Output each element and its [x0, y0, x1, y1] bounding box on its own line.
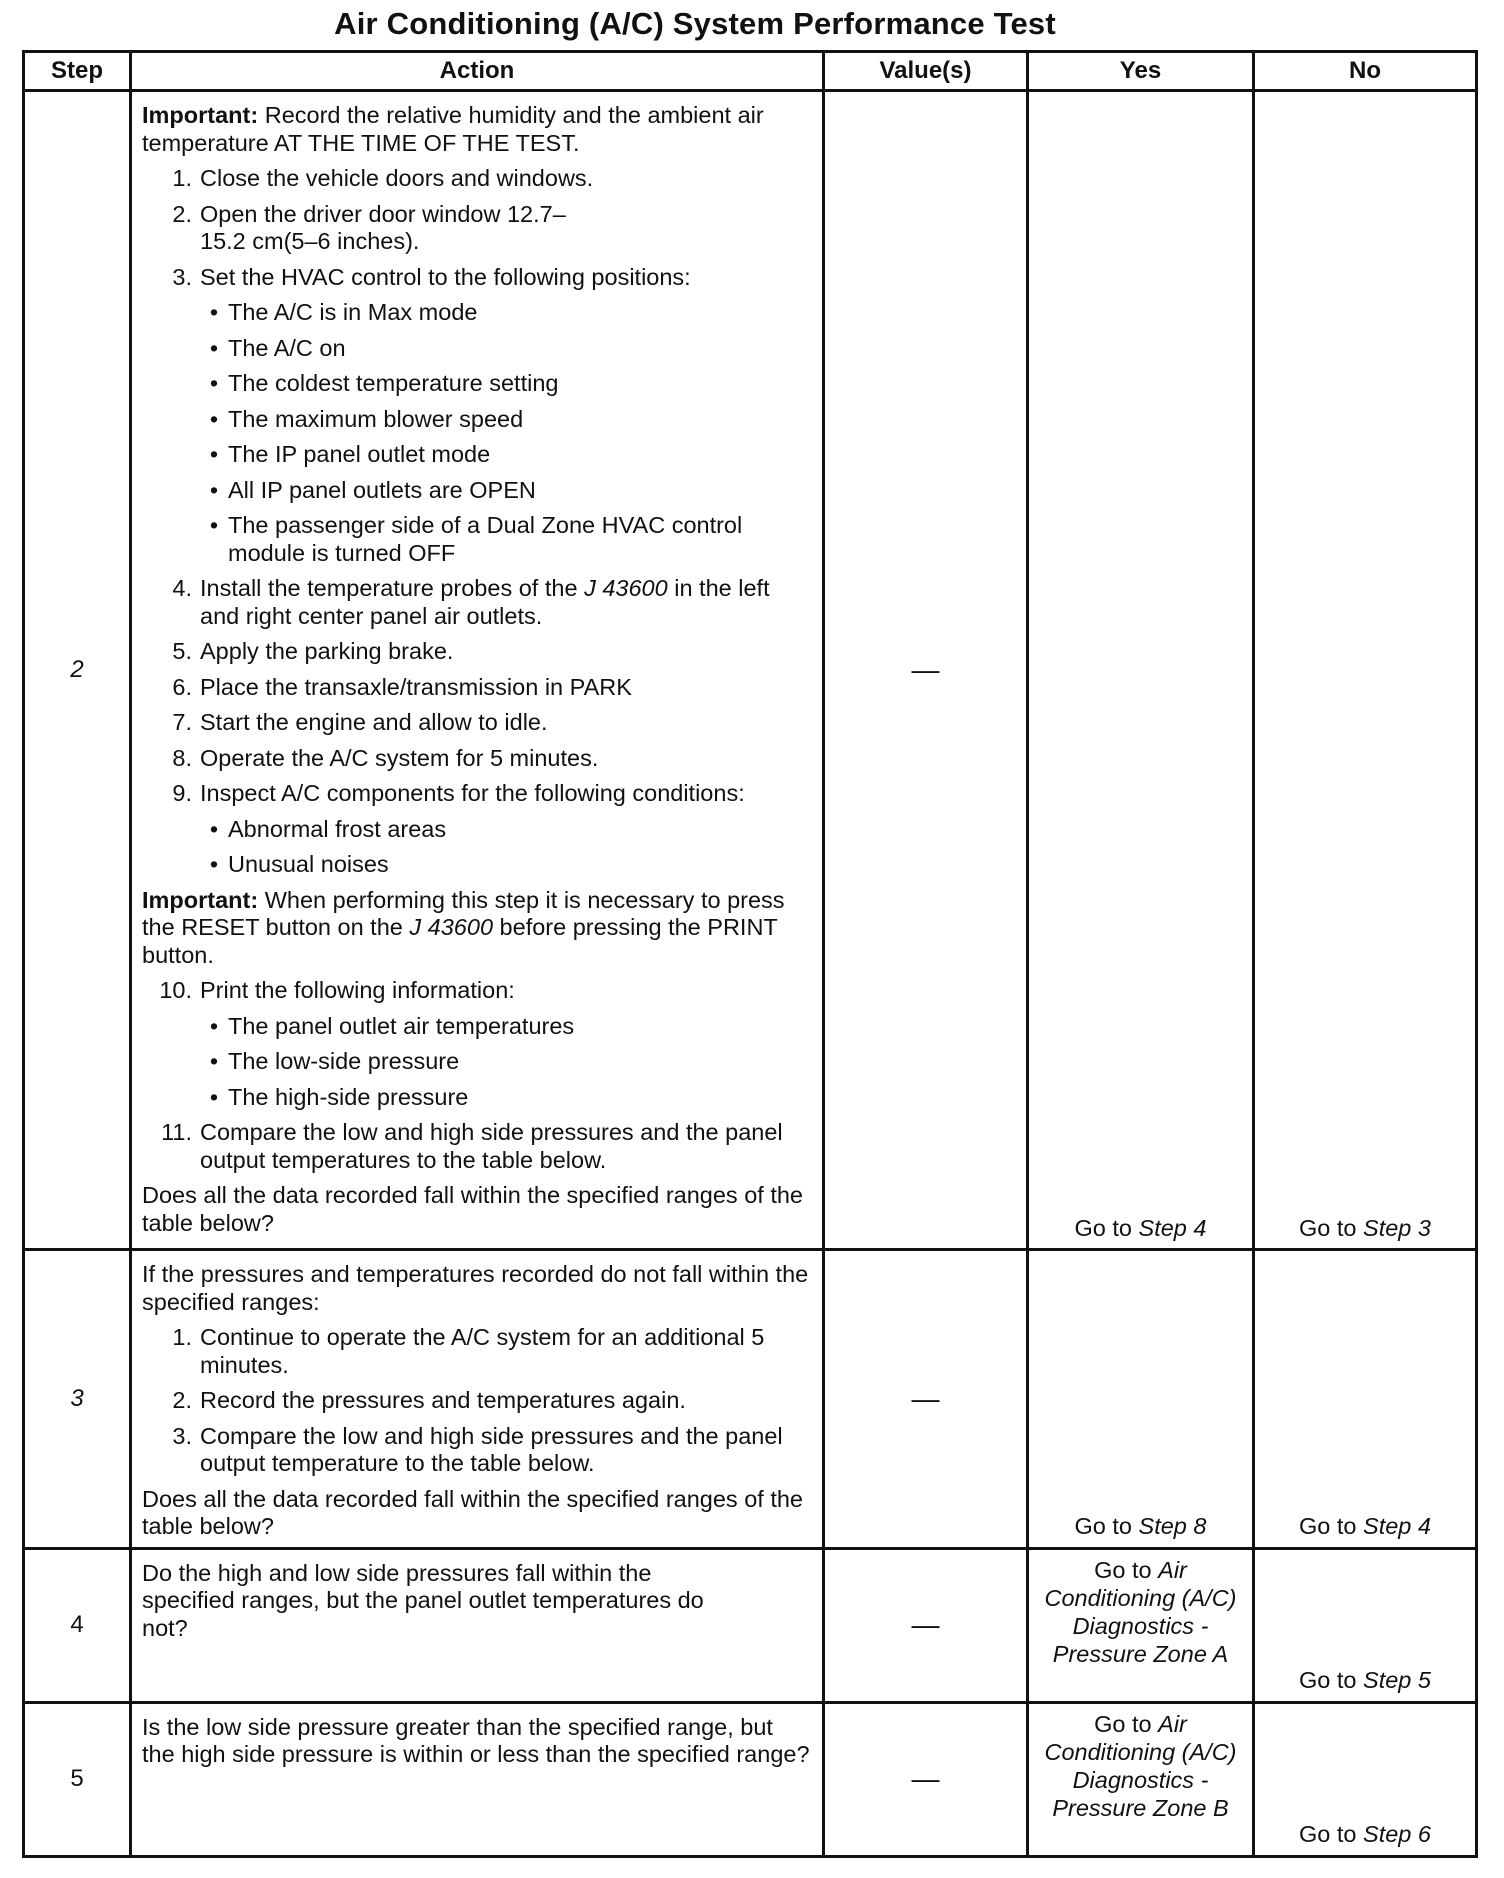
- list-item: 4. Install the temperature probes of the J 43600 in the left and right center panel air outlets.: [172, 575, 770, 629]
- document-title: Air Conditioning (A/C) System Performance Test: [334, 6, 1056, 41]
- list-item: 5. Apply the parking brake.: [172, 638, 454, 664]
- step-link[interactable]: Step 4: [1363, 1513, 1431, 1539]
- step-link[interactable]: Step 6: [1363, 1821, 1431, 1847]
- value-cell: —: [824, 91, 1028, 1250]
- bullet-icon: •: [209, 334, 219, 361]
- question-text: Does all the data recorded fall within the specified ranges of the table below?: [142, 1485, 804, 1539]
- step-number: 3: [24, 1250, 131, 1549]
- bullet-icon: •: [209, 441, 219, 467]
- list-item: 3. Set the HVAC control to the following positions:: [172, 263, 691, 290]
- list-item: 8. Operate the A/C system for 5 minutes.: [172, 744, 599, 771]
- bullet-icon: •: [209, 1048, 219, 1074]
- list-item: 6. Place the transaxle/transmission in PARK: [172, 673, 632, 700]
- bullet-item: • The A/C is in Max mode: [142, 299, 812, 327]
- bullet-icon: •: [209, 370, 219, 396]
- bullet-icon: •: [209, 851, 219, 877]
- bullet-icon: •: [209, 405, 219, 432]
- step-number: 4: [24, 1548, 131, 1702]
- important-note: [142, 102, 812, 157]
- list-item: 1. Continue to operate the A/C system for an additional 5 minutes.: [172, 1324, 765, 1378]
- step-link[interactable]: Step 3: [1363, 1214, 1431, 1241]
- header-action: Action: [131, 52, 824, 91]
- table-row-step-3: [24, 1250, 1477, 1549]
- question-text: Does all the data recorded fall within the specified ranges of the table below?: [142, 1182, 804, 1236]
- bullet-icon: •: [209, 299, 219, 325]
- action-cell: [131, 1702, 824, 1856]
- no-cell[interactable]: Go to Step 6: [1254, 1702, 1477, 1856]
- step-number: 5: [24, 1702, 131, 1856]
- table-header-row: [24, 52, 1477, 91]
- list-item: 10. Print the following information:: [159, 977, 515, 1003]
- bullet-item: • The low-side pressure: [142, 1048, 812, 1076]
- bullet-icon: •: [209, 512, 219, 538]
- bullet-item: • The panel outlet air temperatures: [142, 1013, 812, 1041]
- bullet-item: • All IP panel outlets are OPEN: [142, 477, 812, 505]
- bullet-item: • Unusual noises: [142, 851, 812, 879]
- bullet-icon: •: [209, 815, 219, 842]
- yes-cell[interactable]: Go to Step 8: [1028, 1250, 1254, 1549]
- yes-cell[interactable]: [1028, 1702, 1254, 1856]
- bullet-icon: •: [209, 476, 219, 503]
- yes-cell[interactable]: [1028, 1548, 1254, 1702]
- table-row-step-5: [24, 1702, 1477, 1856]
- tool-reference: J 43600: [584, 575, 668, 601]
- header-step: Step: [24, 52, 131, 91]
- header-yes: Yes: [1028, 52, 1254, 91]
- pressure-zone-link[interactable]: Go to Air Conditioning (A/C) Diagnostics - Pressure Zone B: [1044, 1710, 1237, 1821]
- question-text: Is the low side pressure greater than the specified range, but the high side pressure is within or less than the specified range?: [142, 1713, 810, 1767]
- important-note: Important: When performing this step it is necessary to press the RESET button on the J 43600 before pressing the PRINT button.: [142, 886, 785, 968]
- bullet-icon: •: [209, 1012, 219, 1039]
- list-item: 1. Close the vehicle doors and windows.: [172, 165, 594, 191]
- important-text: Record the relative humidity and the ambient air temperature AT THE TIME OF THE TEST.: [142, 102, 764, 156]
- value-cell: —: [824, 1250, 1028, 1549]
- list-item: 3. Compare the low and high side pressures and the panel output temperature to the table below.: [172, 1422, 783, 1476]
- step-number: 2: [24, 91, 131, 1250]
- no-cell[interactable]: Go to Step 4: [1254, 1250, 1477, 1549]
- action-cell: [131, 1548, 824, 1702]
- value-cell: —: [824, 1702, 1028, 1856]
- bullet-item: • Abnormal frost areas: [142, 816, 812, 844]
- bullet-item: • The A/C on: [142, 335, 812, 363]
- list-item: 7. Start the engine and allow to idle.: [172, 709, 548, 735]
- step-link[interactable]: Step 5: [1363, 1667, 1431, 1693]
- intro-text: If the pressures and temperatures recorded do not fall within the specified ranges:: [142, 1261, 809, 1315]
- header-values: Value(s): [824, 52, 1028, 91]
- no-cell[interactable]: Go to Step 5: [1254, 1548, 1477, 1702]
- tool-reference: J 43600: [409, 914, 494, 940]
- table-row-step-2: [24, 91, 1477, 1250]
- list-item: 2. Record the pressures and temperatures again.: [172, 1387, 686, 1413]
- yes-cell[interactable]: Go to Step 4: [1028, 91, 1254, 1250]
- bullet-item: • The passenger side of a Dual Zone HVAC control module is turned OFF: [142, 512, 812, 567]
- bullet-item: • The IP panel outlet mode: [142, 441, 812, 469]
- action-cell: [131, 91, 824, 1250]
- bullet-icon: •: [209, 1083, 219, 1110]
- step-link[interactable]: Step 4: [1138, 1214, 1207, 1241]
- value-cell: —: [824, 1548, 1028, 1702]
- list-item: 11. Compare the low and high side pressures and the panel output temperatures to the table below.: [161, 1119, 783, 1173]
- performance-test-table: [22, 50, 1478, 1858]
- table-row-step-4: [24, 1548, 1477, 1702]
- important-label: Important:: [142, 886, 259, 913]
- header-no: No: [1254, 52, 1477, 91]
- list-item: 2. Open the driver door window 12.7–15.2 cm(5–6 inches).: [172, 200, 566, 254]
- bullet-item: • The coldest temperature setting: [142, 370, 812, 398]
- question-text: Do the high and low side pressures fall within the specified ranges, but the panel outlet temperatures do not?: [142, 1559, 704, 1641]
- bullet-item: • The high-side pressure: [142, 1084, 812, 1112]
- important-label: Important:: [142, 102, 259, 128]
- no-cell[interactable]: Go to Step 3: [1254, 91, 1477, 1250]
- list-item: 9. Inspect A/C components for the following conditions:: [172, 780, 745, 806]
- pressure-zone-link[interactable]: Go to Air Conditioning (A/C) Diagnostics - Pressure Zone A: [1044, 1556, 1237, 1667]
- step-link[interactable]: Step 8: [1138, 1513, 1207, 1539]
- bullet-item: • The maximum blower speed: [142, 406, 812, 434]
- action-cell: [131, 1250, 824, 1549]
